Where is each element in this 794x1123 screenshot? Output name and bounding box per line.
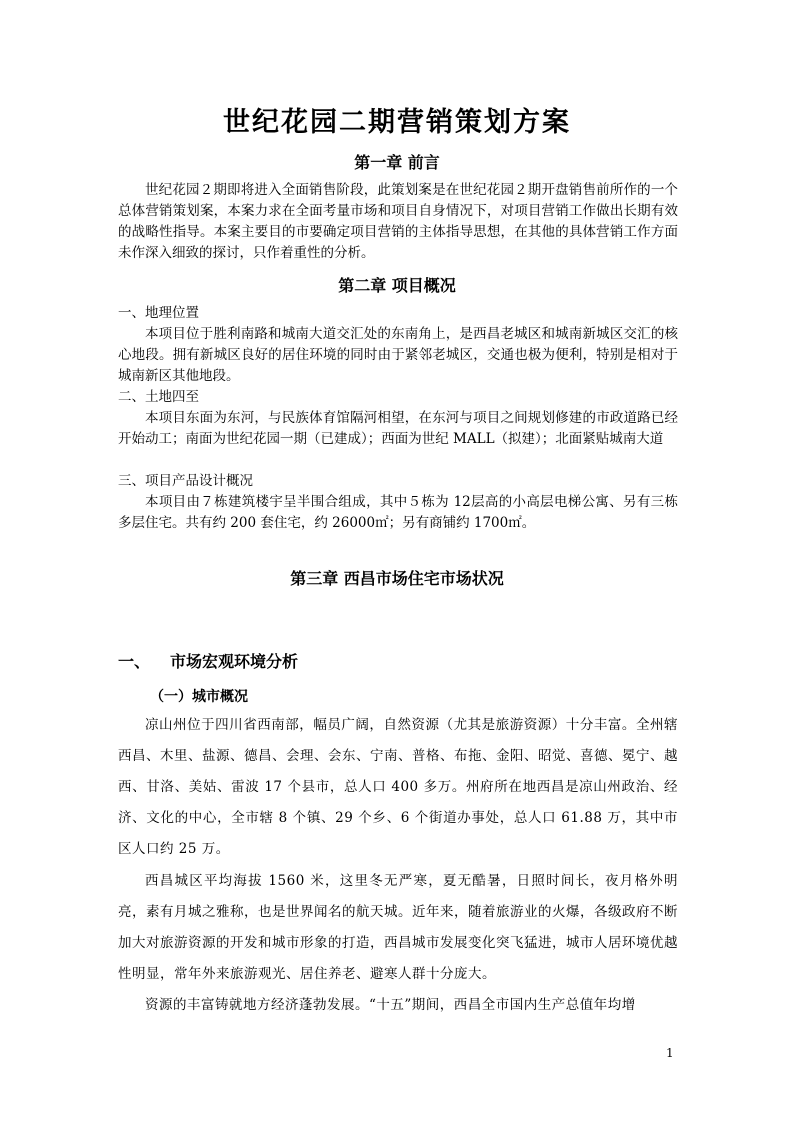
chapter-3-heading: 第三章 西昌市场住宅市场状况 [290,569,504,588]
subsection-heading: （一）城市概况 [150,689,248,705]
document-title: 世纪花园二期营销策划方案 [223,107,571,138]
chapter-1-heading: 第一章 前言 [354,153,440,172]
page-number: 1 [666,1046,674,1060]
body-paragraph-3: 资源的丰富铸就地方经济蓬勃发展。“十五”期间，西昌全市国内生产总值年均增 [145,997,636,1013]
section-title: 市场宏观环境分析 [170,652,299,671]
item-label-design: 三、项目产品设计概况 [118,473,253,489]
section-number: 一、 [118,652,151,671]
body-paragraph-1: 凉山州位于四川省西南部，幅员广阔，自然资源（尤其是旅游资源）十分丰富。全州辖西昌、木里、盐源、德昌、会理、会东、宁南、普格、布拖、金阳、昭觉、喜德、冕宁、越西、甘洛、美姑、雷波 17 个县市，总人口 400 多万。州府所在地西昌是凉山州政治、经济、文化的中心，全市辖 8 个镇、29 个乡、6 个街道办事处，总人口 61.88 万，其中市区人口约 25 万。 [118,717,678,857]
item-text-boundaries: 本项目东面为东河，与民族体育馆隔河相望，在东河与项目之间规划修建的市政道路已经开始动工；南面为世纪花园一期（已建成）；西面为世纪 MALL（拟建）；北面紧贴城南大道 [118,410,678,447]
chapter-1-paragraph: 世纪花园２期即将进入全面销售阶段，此策划案是在世纪花园２期开盘销售前所作的一个总体营销策划案，本案力求在全面考量市场和项目自身情况下，对项目营销工作做出长期有效的战略性指导。本案主要目的市要确定项目营销的主体指导思想，在其他的具体营销工作方面未作深入细致的探讨，只作着重性的分析。 [118,182,678,261]
section-heading [118,649,298,672]
body-paragraph-2: 西昌城区平均海拔 1560 米，这里冬无严寒，夏无酷暑，日照时间长，夜月格外明亮，素有月城之雅称，也是世界闻名的航天城。近年来，随着旅游业的火爆，各级政府不断加大对旅游资源的开发和城市形象的打造，西昌城市发展变化突飞猛进，城市人居环境优越性明显，常年外来旅游观光、居住养老、避寒人群十分庞大。 [118,873,678,982]
item-text-location: 本项目位于胜利南路和城南大道交汇处的东南角上，是西昌老城区和城南新城区交汇的核心地段。拥有新城区良好的居住环境的同时由于紧邻老城区，交通也极为便利，特别是相对于城南新区其他地段。 [118,326,678,384]
item-label-location: 一、地理位置 [118,305,199,321]
item-label-boundaries: 二、土地四至 [118,389,199,405]
item-text-design: 本项目由７栋建筑楼宇呈半围合组成，其中５栋为 12层高的小高层电梯公寓、另有三栋多层住宅。共有约 200 套住宅，约 26000㎡；另有商铺约 1700㎡。 [118,494,678,531]
chapter-2-heading: 第二章 项目概况 [338,276,456,295]
